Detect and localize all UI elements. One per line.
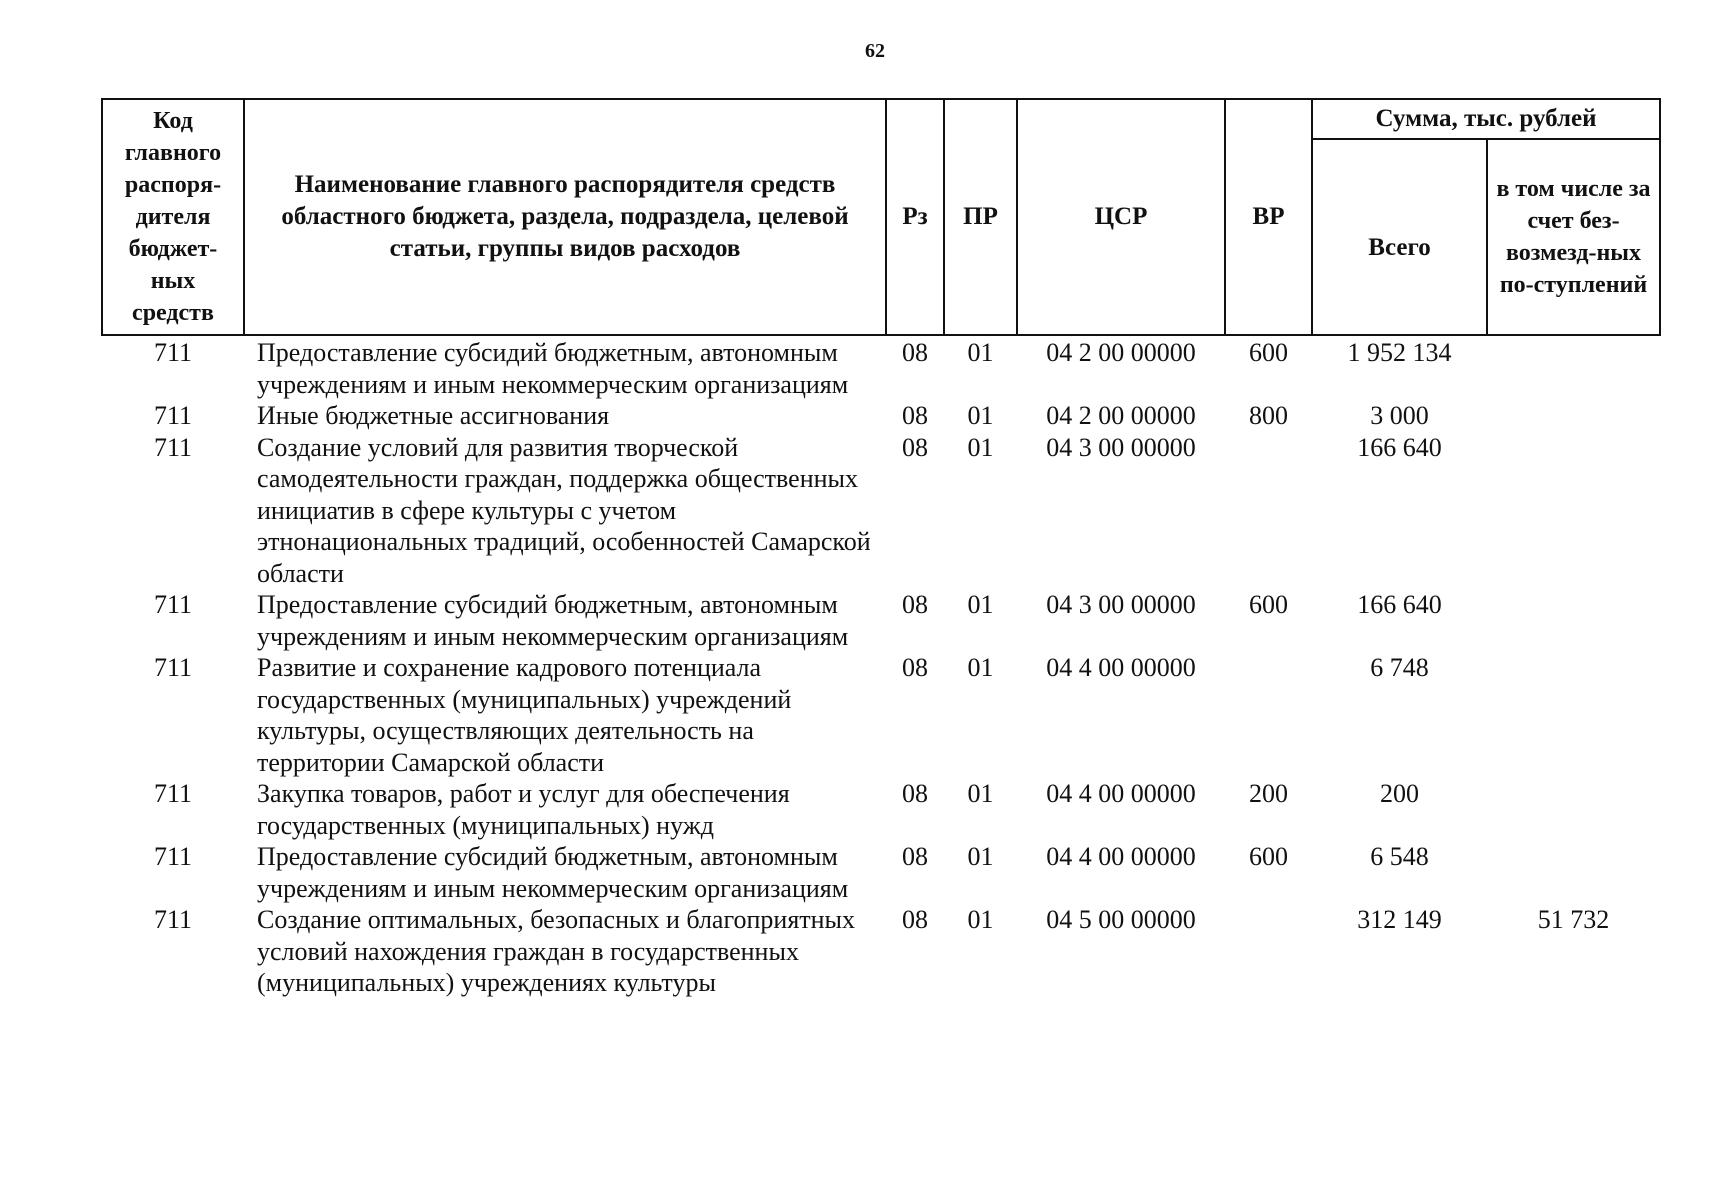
row-total: 166 640 [1357,432,1442,462]
row-name: Развитие и сохранение кадрового потенциала государственных (муниципальных) учреждений культуры, осуществляющих деятельность на территории Самарской области [257,653,792,777]
row-total: 3 000 [1370,401,1429,430]
page-number: 62 [865,40,885,62]
row-csr: 04 4 00 00000 [1046,842,1196,871]
header-code: Код главного распоря-дителя бюджет-ных средств [102,99,244,335]
row-incl: 51 732 [1537,905,1610,934]
header-vr: ВР [1225,99,1312,335]
row-vr: 600 [1249,338,1288,367]
row-csr: 04 2 00 00000 [1046,338,1196,367]
row-incl [1487,589,1660,652]
row-rz: 08 [902,590,928,619]
row-total: 312 149 [1357,905,1442,934]
row-incl [1487,652,1660,778]
row-code: 711 [153,653,193,682]
table-row [102,589,1660,652]
row-code: 711 [153,590,193,619]
row-pr: 01 [967,338,994,367]
row-csr: 04 3 00 00000 [1046,590,1196,619]
row-name: Предоставление субсидий бюджетным, автономным учреждениям и иным некоммерческим организациям [257,338,849,399]
row-vr [1225,432,1312,590]
row-code: 711 [153,779,193,808]
row-name: Иные бюджетные ассигнования [257,401,610,430]
row-incl [1487,841,1660,904]
row-rz: 08 [902,432,928,462]
budget-table [101,98,1661,999]
row-name: Создание оптимальных, безопасных и благоприятных условий нахождения граждан в государственных (муниципальных) учреждениях культуры [257,905,856,997]
row-rz: 08 [902,401,928,430]
table-row [102,841,1660,904]
row-code: 711 [153,905,193,934]
row-incl [1487,335,1660,400]
table-row [102,400,1660,432]
row-csr: 04 4 00 00000 [1046,779,1196,808]
row-pr: 01 [967,653,994,682]
table-row [102,904,1660,999]
row-pr: 01 [967,842,994,871]
table-row [102,778,1660,841]
row-vr: 600 [1249,842,1288,871]
row-pr: 01 [967,432,994,462]
row-rz: 08 [902,905,928,934]
table-header [102,99,1660,335]
row-total: 166 640 [1357,590,1442,619]
row-code: 711 [153,432,193,462]
row-incl [1487,432,1660,590]
row-csr: 04 5 00 00000 [1046,905,1196,934]
row-code: 711 [153,842,193,871]
table-row [102,652,1660,778]
row-incl [1487,400,1660,432]
row-name: Предоставление субсидий бюджетным, автономным учреждениям и иным некоммерческим организациям [257,842,849,903]
row-csr: 04 4 00 00000 [1046,653,1196,682]
row-name: Закупка товаров, работ и услуг для обеспечения государственных (муниципальных) нужд [257,779,790,840]
header-pr: ПР [944,99,1017,335]
row-vr: 200 [1249,779,1288,808]
header-incl: в том числе за счет без-возмезд-ных по-ступлений [1487,139,1660,335]
row-csr: 04 3 00 00000 [1046,432,1196,462]
row-incl [1487,778,1660,841]
row-total: 6 548 [1370,842,1429,871]
row-rz: 08 [902,779,928,808]
row-csr: 04 2 00 00000 [1046,401,1196,430]
row-rz: 08 [902,842,928,871]
table-row [102,335,1660,400]
row-code: 711 [153,338,193,367]
row-pr: 01 [967,401,994,430]
header-total: Всего [1312,139,1487,335]
row-total: 200 [1380,779,1419,808]
row-name: Предоставление субсидий бюджетным, автономным учреждениям и иным некоммерческим организациям [257,590,849,651]
header-csr: ЦСР [1017,99,1225,335]
table-row [102,432,1660,590]
row-rz: 08 [902,338,928,367]
row-vr [1225,904,1312,999]
row-vr: 800 [1249,401,1288,430]
row-total: 6 748 [1370,653,1429,682]
header-name: Наименование главного распорядителя средств областного бюджета, раздела, подраздела, целевой статьи, группы видов расходов [244,99,886,335]
row-code: 711 [153,401,193,430]
header-sum: Сумма, тыс. рублей [1312,99,1660,139]
row-pr: 01 [967,905,994,934]
row-vr: 600 [1249,590,1288,619]
row-total: 1 952 134 [1347,338,1452,367]
row-name: Создание условий для развития творческой самодеятельности граждан, поддержка общественных инициатив в сфере культуры с учетом этнонациональных традиций, особенностей Самарской области [257,432,871,588]
table-body [102,335,1660,999]
row-rz: 08 [902,653,928,682]
row-pr: 01 [967,779,994,808]
header-rz: Рз [886,99,944,335]
row-pr: 01 [967,590,994,619]
row-vr [1225,652,1312,778]
